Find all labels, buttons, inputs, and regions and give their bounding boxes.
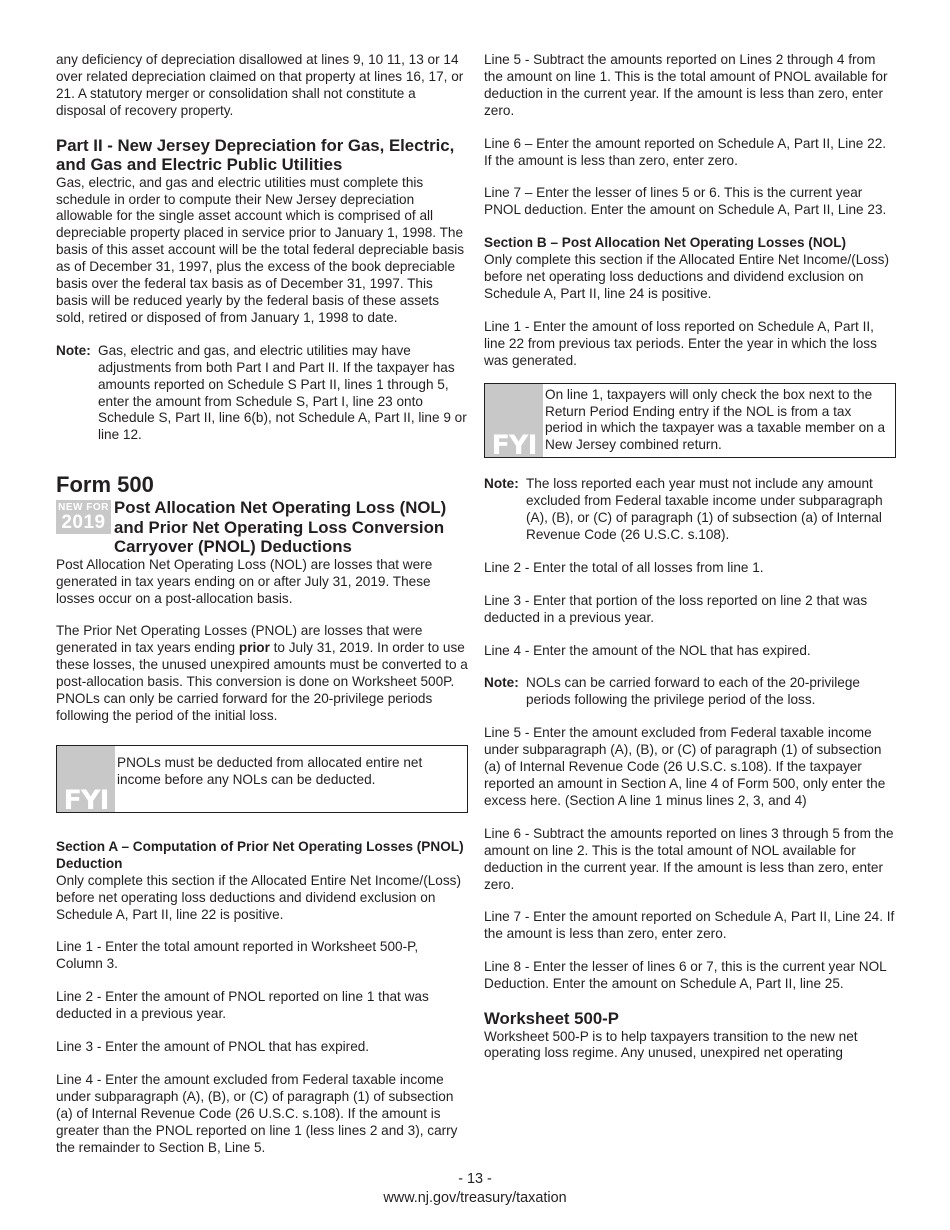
note-label: Note: [56,342,91,358]
badge-year: 2019 [61,511,106,533]
note-label: Note: [484,675,519,691]
paragraph-nol: Post Allocation Net Operating Loss (NOL) are losses that were generated in tax years ending on or after July 31, 2019. These losses occur on a post-allocation basis. [56,556,433,606]
section-a-body: Only complete this section if the Allocated Entire Net Income/(Loss) before net operating loss deductions and dividend exclusion on Schedule A, Part II, line 22 is positive. [56,872,461,922]
section-a-line4: Line 4 - Enter the amount excluded from Federal taxable income under subparagraph (A), (B), or (C) of paragraph (1) of subsection (a) of Internal Revenue Code (26 U.S.C. s.108). If the amount is greater than the PNOL reported on line 1 (less lines 2 and 3), carry the remainder to Section B, Line 5. [56,1071,458,1155]
section-a-line7: Line 7 – Enter the lesser of lines 5 or 6. This is the current year PNOL deduction. Enter the amount on Schedule A, Part II, Line 23. [484,185,887,218]
section-b-line4: Line 4 - Enter the amount of the NOL that has expired. [484,642,811,658]
note-text: NOLs can be carried forward to each of the 20-privilege periods following the privilege period of the loss. [526,675,860,708]
section-a-line1: Line 1 - Enter the total amount reported in Worksheet 500-P, Column 3. [56,939,419,972]
pnol-text-b: to July 31, 2019. In order to use these losses, the unused unexpired amounts must be converted to a post-allocation basis. This conversion is done on Worksheet 500P. PNOLs can only be carried forward for the 20-privilege periods following the period of the initial loss. [56,640,468,723]
section-b-heading: Section B – Post Allocation Net Operating Losses (NOL) [484,235,847,251]
fyi-box-nol [484,383,896,462]
paragraph-pnol [56,623,468,724]
pnol-text-a: The Prior Net Operating Losses (PNOL) are losses that were generated in tax years ending [56,623,423,656]
fyi-box-pnol [56,745,468,816]
note-part2 [56,343,468,444]
section-b-line2: Line 2 - Enter the total of all losses from line 1. [484,559,764,575]
section-b-line3: Line 3 - Enter that portion of the loss reported on line 2 that was deducted in a previous year. [484,592,868,625]
section-b-line7: Line 7 - Enter the amount reported on Schedule A, Part II, Line 24. If the amount is less than zero, enter zero. [484,909,895,942]
pnol-text-bold: prior [238,640,270,656]
section-a-line3: Line 3 - Enter the amount of PNOL that has expired. [56,1039,370,1055]
worksheet-heading: Worksheet 500-P [484,1009,619,1029]
worksheet-body: Worksheet 500-P is to help taxpayers transition to the new net operating loss regime. Any unused, unexpired net operating [484,1028,858,1061]
part2-body: Gas, electric, and gas and electric utilities must complete this schedule in order to compute their New Jersey depreciation allowable for the single asset account which is comprised of all depreciable property placed in service prior to January 1, 1998. The basis of this asset account will be the total federal depreciable basis as of December 31, 1997, plus the excess of the book depreciable basis over the federal tax basis as of December 31, 1997. This basis will be reduced yearly by the federal basis of these assets sold, retired or disposed of from January 1, 1998 to date. [56,174,465,325]
fyi-badge: FYI [57,746,115,812]
note-label: Note: [484,476,519,492]
form-title: Form 500 [56,472,154,498]
fyi-text: On line 1, taxpayers will only check the box next to the Return Period Ending entry if the NOL is from a tax period in which the taxpayer was a taxable member on a New Jersey combined return. [545,386,886,453]
badge-new-for: NEW FOR [58,501,109,513]
note-text: The loss reported each year must not include any amount excluded from Federal taxable income under subparagraph (A), (B), or (C) of paragraph (1) of subsection (a) of Internal Revenue Code (26 U.S.C. s.108). [526,476,883,542]
section-a-heading: Section A – Computation of Prior Net Operating Losses (PNOL) Deduction [56,838,464,871]
paragraph-continuation: any deficiency of depreciation disallowed at lines 9, 10 11, 13 or 14 over related depreciation claimed on that property at lines 16, 17, or 21. A statutory merger or consolidation shall not constitute a disposal of recovery property. [56,52,464,118]
right-column [484,52,896,1078]
footer-url: www.nj.gov/treasury/taxation [383,1190,567,1206]
section-b-line6: Line 6 - Subtract the amounts reported on lines 3 through 5 from the amount on line 2. This is the total amount of NOL available for deduction in the current year. If the amount is less than zero, enter zero. [484,825,894,892]
section-b-line5: Line 5 - Enter the amount excluded from Federal taxable income under subparagraph (A), (B), or (C) of paragraph (1) of subsection (a) of Internal Revenue Code (26 U.S.C. s.108). If the taxpayer reported an amount in Section A, line 4 of Form 500, only enter the excess here. (Section A line 1 minus lines 2, 3, and 4) [484,725,886,808]
note-loss [484,476,896,544]
section-a-line2: Line 2 - Enter the amount of PNOL reported on line 1 that was deducted in a previous year. [56,989,429,1022]
fyi-text: PNOLs must be deducted from allocated entire net income before any NOLs can be deducted. [117,754,423,787]
section-a-line6: Line 6 – Enter the amount reported on Schedule A, Part II, Line 22. If the amount is less than zero, enter zero. [484,135,887,168]
new-for-2019-badge [56,500,111,534]
fyi-badge: FYI [485,384,543,458]
page-number: - 13 - [458,1171,492,1187]
section-b-body: Only complete this section if the Allocated Entire Net Income/(Loss) before net operating loss deductions and dividend exclusion on Schedule A, Part II, line 24 is positive. [484,252,889,301]
section-a-line5: Line 5 - Subtract the amounts reported on Lines 2 through 4 from the amount on line 1. This is the total amount of PNOL available for deduction in the current year. If the amount is less than zero, enter zero. [484,52,888,118]
note-carry-forward [484,675,896,709]
note-text: Gas, electric and gas, and electric utilities may have adjustments from both Part I and Part II. If the taxpayer has amounts reported on Schedule S Part II, lines 1 through 5, enter the amount from Schedule S, Part I, line 23 onto Schedule S, Part II, line 6(b), not Schedule A, Part II, line 9 or line 12. [98,342,467,443]
section-b-line1: Line 1 - Enter the amount of loss reported on Schedule A, Part II, line 22 from previous tax periods. Enter the year in which the loss was generated. [484,318,877,368]
form-subheading: Post Allocation Net Operating Loss (NOL) and Prior Net Operating Loss Conversion Carryover (PNOL) Deductions [114,498,447,557]
part2-heading: Part II - New Jersey Depreciation for Gas, Electric, and Gas and Electric Public Utilities [56,135,455,175]
form-subheading-row [56,498,468,557]
left-column [56,52,468,1172]
section-b-line8: Line 8 - Enter the lesser of lines 6 or 7, this is the current year NOL Deduction. Enter the amount on Schedule A, Part II, line 25. [484,959,887,992]
